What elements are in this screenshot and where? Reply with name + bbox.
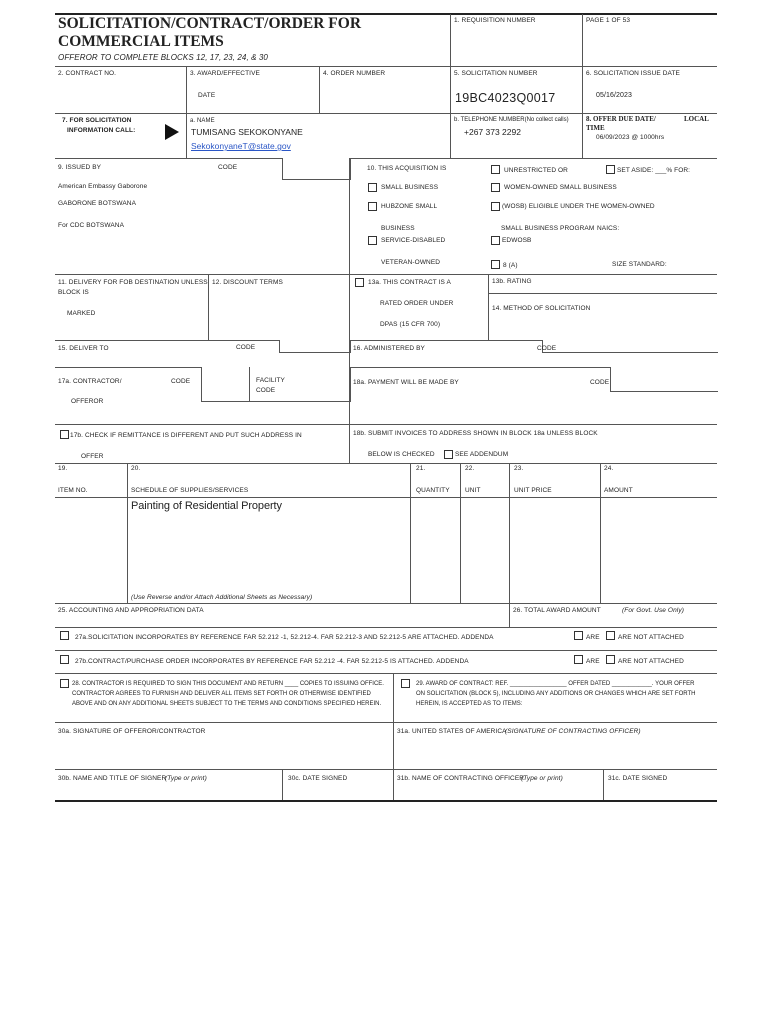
solicitation-number-label: 5. SOLICITATION NUMBER — [454, 70, 538, 77]
issuer-address-2: GABORONE BOTSWANA — [58, 200, 137, 207]
award-date-label-2: DATE — [198, 92, 216, 99]
27b-checkbox[interactable] — [60, 655, 69, 664]
contractor-label: 17a. CONTRACTOR/ — [58, 378, 122, 385]
col22-number: 22. — [465, 465, 475, 472]
co-date-signed-label: 31c. DATE SIGNED — [608, 775, 668, 782]
telephone-label: b. TELEPHONE NUMBER(No collect calls) — [454, 117, 569, 123]
signer-name-note: (Type or print) — [165, 775, 207, 782]
unit-price-header: UNIT PRICE — [514, 487, 552, 494]
see-addendum-checkbox[interactable] — [444, 450, 453, 459]
29-checkbox[interactable] — [401, 679, 410, 688]
small-business-checkbox[interactable] — [368, 183, 377, 192]
sdvosb-label: SERVICE-DISABLED — [381, 237, 446, 244]
col19-number: 19. — [58, 465, 68, 472]
28-line3: ABOVE AND ON ANY ADDITIONAL SHEETS SUBJECT TO THE TERMS AND CONDITIONS SPECIFIED HEREIN. — [72, 701, 382, 707]
29-line1: 29. AWARD OF CONTRACT: REF. _________________ OFFER DATED ____________. YOUR OFFER — [416, 681, 695, 687]
issuer-address-1: American Embassy Gaborone — [58, 183, 148, 190]
rated-order-label-2: RATED ORDER UNDER — [380, 300, 454, 307]
solicitation-info-label-1: 7. FOR SOLICITATION — [62, 117, 132, 124]
usa-label: 31a. UNITED STATES OF AMERICA — [397, 728, 507, 735]
col20-number: 20. — [131, 465, 141, 472]
set-aside-checkbox[interactable] — [606, 165, 615, 174]
deliver-to-label: 15. DELIVER TO — [58, 345, 109, 352]
27a-are-label: ARE — [586, 634, 600, 641]
contracting-officer-name-label: 31b. NAME OF CONTRACTING OFFICER — [397, 775, 525, 782]
naics-label: NAICS: — [597, 225, 620, 232]
arrow-right-icon — [165, 124, 179, 140]
dpas-label: DPAS (15 CFR 700) — [380, 321, 441, 328]
remittance-label: 17b. CHECK IF REMITTANCE IS DIFFERENT AND PUT SUCH ADDRESS IN — [70, 432, 302, 439]
issued-by-code-label: CODE — [218, 164, 238, 171]
28-line1: 28. CONTRACTOR IS REQUIRED TO SIGN THIS DOCUMENT AND RETURN ____ COPIES TO ISSUING OFFICE. — [72, 681, 384, 687]
below-checked-label: BELOW IS CHECKED — [368, 451, 435, 458]
sdvosb-checkbox[interactable] — [368, 236, 377, 245]
contact-email-link[interactable]: SekokonyaneT@state.gov — [191, 141, 291, 151]
hubzone-label: HUBZONE SMALL — [381, 203, 438, 210]
issue-date-label: 6. SOLICITATION ISSUE DATE — [586, 70, 680, 77]
wosb-label: WOMEN-OWNED SMALL BUSINESS — [504, 184, 617, 191]
administered-code-label: CODE — [537, 345, 557, 352]
delivery-fob-label: 11. DELIVERY FOR FOB DESTINATION UNLESS — [58, 279, 208, 286]
offeror-label: OFFEROR — [71, 398, 104, 405]
item-no-header: ITEM NO. — [58, 487, 88, 494]
signature-offeror-label: 30a. SIGNATURE OF OFFEROR/CONTRACTOR — [58, 728, 206, 735]
offer-label: OFFER — [81, 453, 104, 460]
administered-by-label: 16. ADMINISTERED BY — [353, 345, 425, 352]
offer-due-label: 8. OFFER DUE DATE/ — [586, 115, 656, 123]
rated-order-label: 13a. THIS CONTRACT IS A — [368, 279, 451, 286]
date-signed-label: 30c. DATE SIGNED — [288, 775, 348, 782]
27a-are-not-checkbox[interactable] — [606, 631, 615, 640]
28-checkbox[interactable] — [60, 679, 69, 688]
set-aside-label: SET ASIDE: ___% FOR: — [617, 167, 691, 174]
28-line2: CONTRACTOR AGREES TO FURNISH AND DELIVER ALL ITEMS SET FORTH OR OTHERWISE IDENTIFIED — [72, 691, 371, 697]
8a-checkbox[interactable] — [491, 260, 500, 269]
telephone-value: +267 373 2292 — [464, 127, 521, 137]
solicitation-number-value: 19BC4023Q0017 — [455, 91, 556, 105]
discount-terms-label: 12. DISCOUNT TERMS — [212, 279, 283, 286]
wosb-checkbox[interactable] — [491, 183, 500, 192]
page-label: PAGE 1 OF 53 — [586, 17, 631, 24]
business-label: BUSINESS — [381, 225, 415, 232]
27a-checkbox[interactable] — [60, 631, 69, 640]
method-label: 14. METHOD OF SOLICITATION — [492, 305, 591, 312]
col21-number: 21. — [416, 465, 426, 472]
issued-by-label: 9. ISSUED BY — [58, 164, 102, 171]
small-business-label: SMALL BUSINESS — [381, 184, 439, 191]
deliver-to-code-label: CODE — [236, 344, 256, 351]
29-line3: HEREIN, IS ACCEPTED AS TO ITEMS: — [416, 701, 523, 707]
edwosb-eligible-checkbox[interactable] — [491, 202, 500, 211]
solicitation-info-label-2: INFORMATION CALL: — [67, 127, 136, 134]
acquisition-label: 10. THIS ACQUISITION IS — [367, 165, 447, 172]
form-subtitle: OFFEROR TO COMPLETE BLOCKS 12, 17, 23, 24, & 30 — [58, 53, 268, 62]
rated-order-checkbox[interactable] — [355, 278, 364, 287]
total-award-label: 26. TOTAL AWARD AMOUNT — [513, 607, 601, 614]
order-number-label: 4. ORDER NUMBER — [323, 70, 386, 77]
contract-no-label: 2. CONTRACT NO. — [58, 70, 117, 77]
edwosb-checkbox[interactable] — [491, 236, 500, 245]
usa-signature-note: (SIGNATURE OF CONTRACTING OFFICER) — [505, 728, 641, 735]
issuer-address-3: For CDC BOTSWANA — [58, 222, 124, 229]
8a-label: 8 (A) — [503, 262, 518, 269]
item-description: Painting of Residential Property — [131, 500, 282, 512]
requisition-number-label: 1. REQUISITION NUMBER — [454, 17, 536, 24]
delivery-fob-label-2: BLOCK IS — [58, 289, 89, 296]
offer-due-value: 06/09/2023 @ 1000hrs — [596, 134, 665, 141]
amount-header: AMOUNT — [604, 487, 633, 494]
unit-header: UNIT — [465, 487, 481, 494]
edwosb-label: EDWOSB — [502, 237, 532, 244]
27a-are-checkbox[interactable] — [574, 631, 583, 640]
27b-are-not-checkbox[interactable] — [606, 655, 615, 664]
name-label: a. NAME — [190, 118, 215, 124]
total-award-note: (For Govt. Use Only) — [622, 607, 684, 614]
unrestricted-label: UNRESTRICTED OR — [504, 167, 568, 174]
supplies-header: SCHEDULE OF SUPPLIES/SERVICES — [131, 487, 249, 494]
see-addendum-label: SEE ADDENDUM — [455, 451, 509, 458]
award-date-label: 3. AWARD/EFFECTIVE — [190, 70, 260, 77]
signer-name-label: 30b. NAME AND TITLE OF SIGNER — [58, 775, 167, 782]
form-title-line1: SOLICITATION/CONTRACT/ORDER FOR — [58, 15, 362, 32]
27b-are-checkbox[interactable] — [574, 655, 583, 664]
27b-are-label: ARE — [586, 658, 600, 665]
issue-date-value: 05/16/2023 — [596, 92, 633, 99]
unrestricted-checkbox[interactable] — [491, 165, 500, 174]
27b-label: 27b.CONTRACT/PURCHASE ORDER INCORPORATES BY REFERENCE FAR 52.212 -4. FAR 52.212-5 IS ATTACHED. ADDENDA — [75, 658, 469, 665]
col24-number: 24. — [604, 465, 614, 472]
payment-code-label: CODE — [590, 379, 610, 386]
contact-name: TUMISANG SEKOKONYANE — [191, 127, 303, 137]
29-line2: ON SOLICITATION (BLOCK 5), INCLUDING ANY ADDITIONS OR CHANGES WHICH ARE SET FORTH — [416, 691, 696, 697]
hubzone-checkbox[interactable] — [368, 202, 377, 211]
quantity-header: QUANTITY — [416, 487, 450, 494]
veteran-owned-label: VETERAN-OWNED — [381, 259, 441, 266]
marked-label: MARKED — [67, 310, 96, 317]
27a-are-not-label: ARE NOT ATTACHED — [618, 634, 684, 641]
offer-due-time-label: TIME — [586, 124, 605, 132]
edwosb-eligible-label: (WOSB) ELIGIBLE UNDER THE WOMEN-OWNED — [502, 203, 655, 210]
remittance-checkbox[interactable] — [60, 430, 69, 439]
contractor-code-label: CODE — [171, 378, 191, 385]
schedule-note: (Use Reverse and/or Attach Additional Sheets as Necessary) — [131, 594, 313, 601]
offer-due-local-label: LOCAL — [684, 115, 709, 123]
facility-code-label: CODE — [256, 387, 276, 394]
small-business-program-label: SMALL BUSINESS PROGRAM — [501, 225, 595, 232]
size-standard-label: SIZE STANDARD: — [612, 261, 667, 268]
form-title-line2: COMMERCIAL ITEMS — [58, 33, 224, 50]
facility-label: FACILITY — [256, 377, 285, 384]
27b-are-not-label: ARE NOT ATTACHED — [618, 658, 684, 665]
contracting-officer-note: (Type or print) — [521, 775, 563, 782]
payment-label: 18a. PAYMENT WILL BE MADE BY — [353, 379, 459, 386]
27a-label: 27a.SOLICITATION INCORPORATES BY REFERENCE FAR 52.212 -1, 52.212-4. FAR 52.212-3 AND 52.212-5 ARE ATTACHED. ADDENDA — [75, 634, 494, 641]
col23-number: 23. — [514, 465, 524, 472]
invoices-label: 18b. SUBMIT INVOICES TO ADDRESS SHOWN IN BLOCK 18a UNLESS BLOCK — [353, 430, 598, 437]
accounting-label: 25. ACCOUNTING AND APPROPRIATION DATA — [58, 607, 204, 614]
rating-label: 13b. RATING — [492, 278, 532, 285]
